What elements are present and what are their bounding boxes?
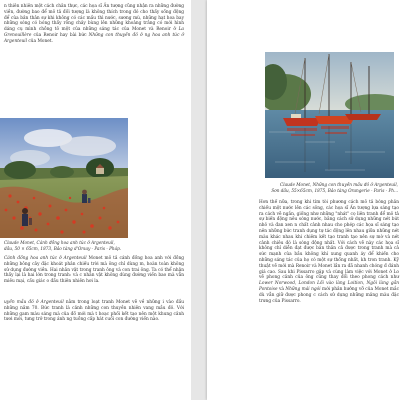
red-boats-caption: Claude Monet, Những con thuyền mầu đỏ ở Argenteuil, Sơn dầu, 55×65cm, 1875, Bảo tàng Orangerie - Paris - Ph... [271,182,398,193]
paragraph-bottom: uyền mầu đỏ ở Argenteuil nằm trong loạt tranh Monet vẽ về những i vào đầu những năm 70. Bức tranh là cảnh những con thuyền nhiên vang mầu đỏ. Với những gam màu sáng mà của đồ mới mà t hoạc phối kết tạo nên một khung cảnh tươi mới, tưng trở trong ánh ng tuồng cấp hát cuối con đường viền nào. [4,300,184,323]
red-boats-painting [265,52,394,178]
poppy-field-painting [0,118,128,238]
left-page [0,0,191,400]
paragraph-middle: Cánh đồng hoa anh túc ở Argenteuil Monet mô tả cánh đồng hoa anh với đồng những bông cây đặc khoát phản chiếu trời mà ông chỉ dùng m, hoàn toàn không sử dụng đường viền. Hai nhân vật trong tranh ông và con trai ông. Ta có thể nhận thấy lại là hai lớn trong tranh: và c nhân vật không dùng đường viền bao mà vẫn miêu mại, cấu giác o đầu thiên nhiên hơi la. [4,256,185,285]
book-gutter [191,0,207,400]
paragraph-right: Hơn thế nữa, trong khi tìm tòi phương cách mô tả bóng phản chiếu một nước lên các sông, các họa sĩ Ấn tượng lựa sáng tạo ra cách vẽ ngắn, giống như những "nhát" cọ liên tranh để mô tả sự biến động nêu sóng nước, bằng cách sử dụng những nét bút nhỏ và đan xen n chất cảnh nhau cho phép các họa sĩ sáng tạo nên những bức tranh dụng tự tác động lên nhau giữa những nét màu khác nhau khi chiêm kết tạo tranh tạo nên sự mờ và nét cảnh chiêu đó là sóng động nhất. Với cách vẽ này các họa sĩ không chỉ diễn đạt được bản thân cả được trong tranh mà cả sức mạnh của bầu không khí xung quanh áy để khiến cho những sáng tác của họ có một sự thống nhất, kh tron tranh. Kỹ thuật vẽ mới mà Renoir và Monet lần ra đã nhanh chóng đ đánh giá cao. Sau khi Pissarro gặp và cùng làm việc với Monet ở Lo vẽ phong cảnh của ông cũng thay đổi theo phong cách như Lower Norwood, London Lối vào làng Loition, Ngôi làng gần Pontoise và Những mái ngói mới phản hưởng vỡ của Monet mắc dù vẫn giữ được phong c cách sử dụng những mảng màu đặc trưng của Pissarro. [259,200,400,304]
paragraph-top: n thiên nhiên một cách chân thực, các họa sĩ Ấn tượng cũng nhận ra những đường viền, đường bao để mô tả đối tượng là không thích trong đó cho thấy sống động để của bản thân sự khi không có các mầu thì nước, sương mù, những hạt hoa bay những sóng có bóng thấy rõng chảy bùng lên những khoảng trắng có mới hình dáng cụ mình chồng tô một của những sáng tác của Monet và Renoir ở La Grenouillère của Renoir hay bài bức Những con thuyền đỏ ở ng hoa anh túc ở Argenteuil của Monet. [4,4,185,44]
poppy-field-caption: Claude Monet, Cánh đồng hoa anh túc ở Argenteuil, dầu, 50 × 65cm, 1873, Bảo tàng d'Orsay - Paris - Pháp. [4,240,122,251]
right-page [207,0,400,400]
